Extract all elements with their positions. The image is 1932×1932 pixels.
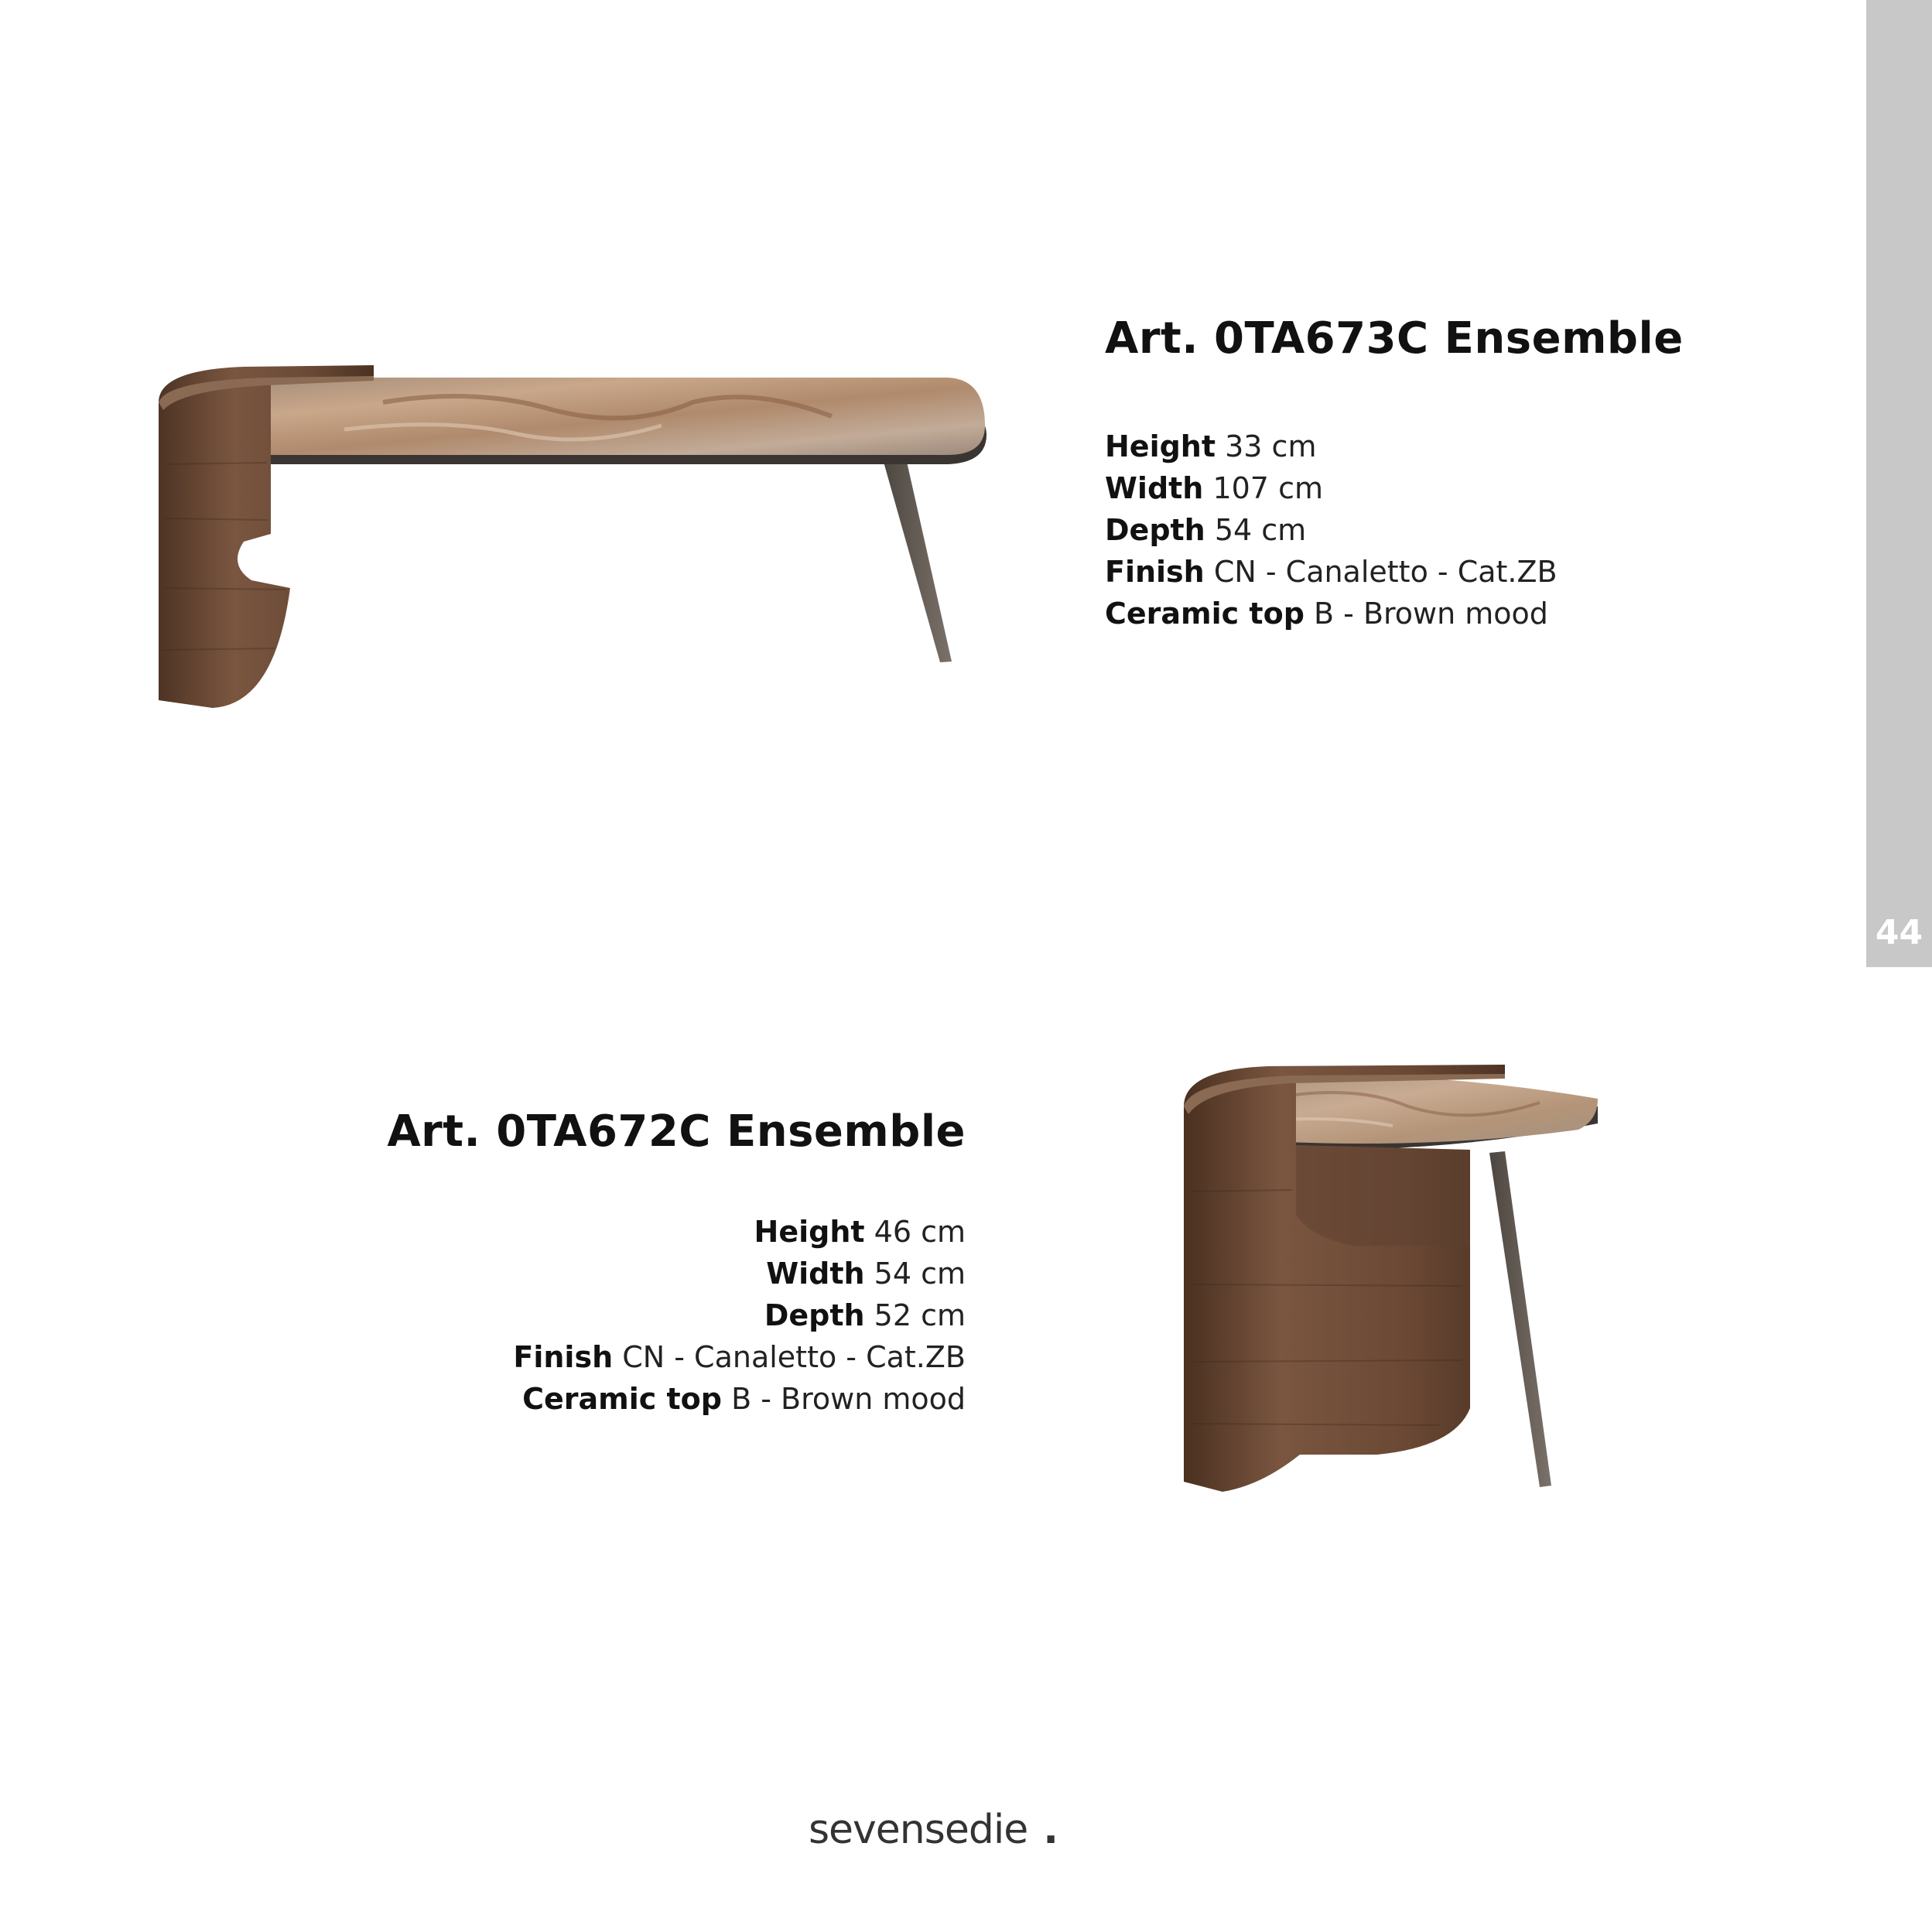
spec-depth xyxy=(1105,509,1558,551)
spec-value: B - Brown mood xyxy=(1314,597,1548,631)
spec-label: Finish xyxy=(1105,555,1205,589)
coffee-table-image xyxy=(151,356,1002,712)
product-title: Art. 0TA673C Ensemble xyxy=(1105,313,1684,364)
spec-finish xyxy=(513,1336,966,1378)
spec-depth xyxy=(513,1294,966,1336)
brand-name: sevensedie xyxy=(808,1807,1028,1853)
spec-value: B - Brown mood xyxy=(731,1382,966,1416)
spec-value: 33 cm xyxy=(1225,429,1317,463)
page-number: 44 xyxy=(1875,913,1923,952)
spec-label: Ceramic top xyxy=(522,1382,722,1416)
brand-logo xyxy=(0,1807,1866,1853)
spec-ceramic-top xyxy=(513,1378,966,1420)
spec-label: Height xyxy=(754,1215,865,1249)
spec-value: CN - Canaletto - Cat.ZB xyxy=(622,1340,966,1374)
spec-label: Height xyxy=(1105,429,1216,463)
product-specs xyxy=(1105,426,1558,634)
spec-height xyxy=(513,1211,966,1253)
spec-label: Width xyxy=(1105,471,1204,505)
spec-label: Depth xyxy=(1105,513,1205,547)
spec-value: CN - Canaletto - Cat.ZB xyxy=(1213,555,1558,589)
spec-value: 52 cm xyxy=(874,1298,966,1332)
product-title: Art. 0TA672C Ensemble xyxy=(387,1106,966,1157)
spec-label: Depth xyxy=(764,1298,865,1332)
brand-mark: . xyxy=(1043,1807,1058,1853)
spec-finish xyxy=(1105,551,1558,593)
spec-ceramic-top xyxy=(1105,593,1558,634)
spec-value: 46 cm xyxy=(874,1215,966,1249)
spec-width xyxy=(513,1253,966,1294)
side-tab xyxy=(1866,0,1932,967)
spec-height xyxy=(1105,426,1558,467)
side-table-image xyxy=(1176,1052,1609,1501)
product-specs xyxy=(513,1211,966,1420)
spec-width xyxy=(1105,467,1558,509)
spec-label: Finish xyxy=(513,1340,614,1374)
spec-value: 54 cm xyxy=(874,1257,966,1291)
spec-value: 54 cm xyxy=(1214,513,1307,547)
spec-label: Ceramic top xyxy=(1105,597,1305,631)
spec-label: Width xyxy=(766,1257,865,1291)
spec-value: 107 cm xyxy=(1212,471,1323,505)
